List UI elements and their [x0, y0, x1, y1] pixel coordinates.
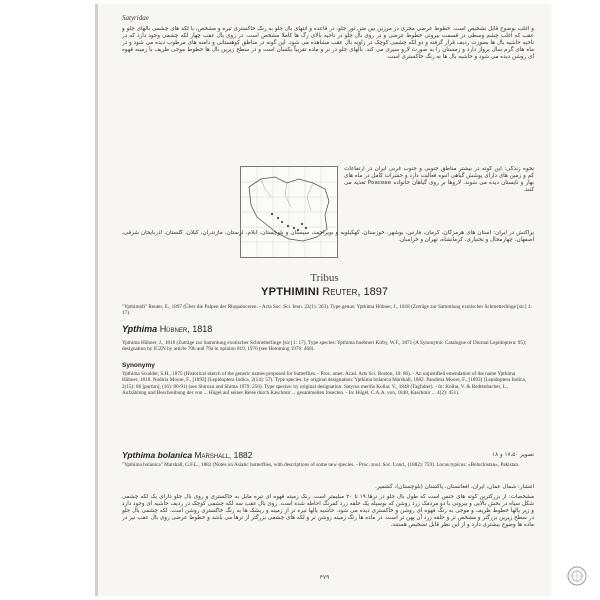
page-number: ۴۷۹ — [319, 575, 330, 581]
species-year: , 1882 — [228, 450, 253, 460]
species-author: Marshall — [194, 450, 229, 460]
tribe-heading — [98, 286, 551, 298]
paragraph-description: و اغلب بوضوح قابل تشخیص است. خطوط عرضی مجزی در مرزین بین متن ثور جلو، در قاعده و انتهای بال جلو به رنگ خاکستری تیره و مشخص، با لکه های چشمی بالهای جلو و عقب که اغلب چشم وسطی در قسمت بیرونی خطوط عرضی و در روی بال جلو در ناحیه بالای رگ ها کاملا مشخص است. در روی بال عقب چهار لکه چشمی وجود دارد که در ناحیه حاشیه بال ها بصورت ردیف قرار گرفته و دو لکه چشمی کوچک در زاویه بال عقب مشاهده می شود. این گونه در مناطق کوهستانی و دامنه های مرطوب دیده می شود و در ماه های گرم سال پرواز دارد و زمستان را به صورت لارو سپری می کند. بالهای جلو در نر و ماده تقریباً یکسان است و در سطح زیرین بال ها خطوط موجی ظریف با زمینه قهوه ای روشن دیده می شود و حاشیه بال ها به رنگ خاکستری است. — [122, 26, 534, 61]
genus-year: , 1818 — [187, 324, 213, 334]
paragraph-characters: مشخصات: از بزرگترین گونه های جنس است که طول بال جلو در نرها ۱۹ تا ۲۰ میلیمتر است. رنگ زمینه قهوه ای تیره مایل به خاکستری و روی بال جلو دارای یک لکه چشمی شکل سیاه در بخش بالایی و بیرونی با دو مردمک زرد روشن که بوسیله یک حلقه زرد کمرنگ احاطه شده است. روی بال عقب سه لکه چشمی کوچک در ردیف حاشیه ای وجود دارد و زیر بالها خطوط ظریف و موجی به رنگ قهوه ای روشن و خاکستری دیده می شود. حاشیه بالها تیره تر از زمینه و ریشک ها به رنگ خاکستری روشن است. لکه چشمی بال جلو در سطح زیرین بزرگتر و مشخص تر و حلقه زرد آن پهن تر است. در ماده ها رنگ زمینه روشن تر و لکه های چشمی بزرگتر از نرها می باشد و خطوط عرضی روی بال عقب نیز در ماده ها وضوح بیشتری دارد و از این نظر قابل تشخیص هستند. — [122, 494, 534, 529]
genus-references: Ypthima Hübner, J., 1818 (Zuträge zur Sammlung exotischer Schmetterlinge [sic] 1: 17). Type species: Ypthima huebneri Kirby, W.F., 1871 (A Synonymic Catalogue of Diurnal Lepidoptera: 95); designation by ICZN by article 70b and 79a in opinion 819, 1976 (see Hemming 1976: 460). — [122, 340, 527, 353]
tribe-references: "Ypthimidi" Reuter, E., 1897 (Über die Palpen der Rhopaloceren. - Acta Soc. Sci. fenn. 22(1): 363). Type genus: Ypthima Hübner, J., 1818 (Zuträge zur Sammlung exotischer Schmetterlinge [sic] 1: 17). — [122, 304, 532, 317]
species-distribution: انتشار: شمال عمان، ایران، افغانستان، پاکستان (بلوچستان)، کشمیر. — [375, 484, 534, 490]
synonymy-heading: Synonymy — [122, 362, 155, 369]
tribe-name: YPTHIMINI — [260, 286, 320, 298]
genus-author: Hübner — [159, 324, 188, 334]
species-heading — [122, 450, 253, 460]
tribus-label: Tribus — [310, 272, 339, 284]
background-margin — [551, 0, 600, 600]
species-figure-ref: تصویر ۱۷،۵۰ و ۱۸ — [492, 452, 534, 458]
running-head: Satyridae — [122, 14, 149, 22]
species-name: Ypthima bolanica — [122, 450, 193, 460]
paragraph-biology: نحوه زندگی: این گونه در بیشتر مناطق جنوبی و جنوب غربی ایران در ارتفاعات کم و زمین های دارای پوشش گیاهی انبوه فعالیت دارد و حشرات کامل در ماه های بهار و تابستان دیده می شوند. لاروها بر روی گیاهان خانواده Poaceae تغذیه می کنند. — [344, 166, 534, 194]
genus-name: Ypthima — [122, 324, 158, 334]
paragraph-distribution-iran: پراکنش در ایران: استان های هرمزگان، کرمان، فارس، بوشهر، خوزستان، کهگیلویه و بویراحمد، سیستان و بلوچستان، ایلام، لرستان، مازندران، گیلان، گلستان، آذربایجان شرقی، اصفهان، چهارمحال و بختیاری، کرمانشاه، تهران و خراسان. — [122, 230, 534, 244]
species-references: "Ypthima bolanica" Marshall, G.F.L., 1882 (Notes on Asiatic butterflies, with descriptions of some new species. - Proc. zool. Soc. Lond., (1882): 759). Locus typicus: »Beluchistan«, Pakistan. — [122, 462, 520, 468]
genus-heading — [122, 324, 212, 334]
synonymy-text: Ypthima Scudder, S.H., 1875 (Historical sketch of the generic names proposed for butterflies. - Proc. amer. Acad. Arts Sci. Boston, 10: 86). - An unjustified emendation of the name Ypthima Hübner, 1818. Nadiria Moore, F., [1893] (Lepidoptera Indica, 2(14): 57). Type species: by original designation: Ypthima bolanica Marshall, 1882. Pandima Moore, F., [1893] (Lepidoptera Indica, 2(15): 86 [partim], (16): 80-91) (see Shirozu and Shima 1979: 256). Type species: by original designation: Satyrus merdis Kollar, V., 1848 (Tagfalter). - In: Kollar, V. & Redtenbacher, L., Aufzählung und Beschreibung der von ... Hügel auf seiner Reise durch Kaschmir ... gesammelten Insecten. - In: Hügel, C.A.A. von, 1848, Kaschmir ... 4(2): 451). — [122, 371, 526, 397]
library-stamp-icon — [567, 566, 587, 586]
tribe-year: , 1897 — [357, 286, 389, 298]
tribe-author: Reuter — [322, 286, 358, 298]
book-page — [95, 4, 551, 596]
